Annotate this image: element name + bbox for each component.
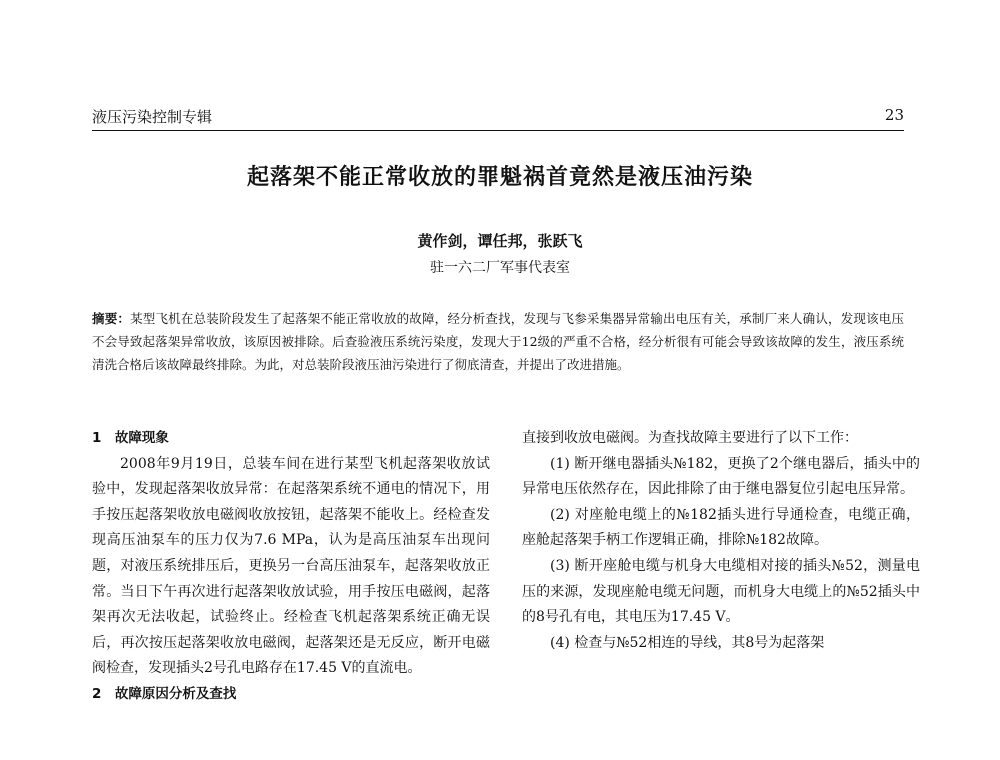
abstract-label: 摘要： xyxy=(92,311,131,326)
article-title: 起落架不能正常收放的罪魁祸首竟然是液压油污染 xyxy=(246,165,753,190)
right-column xyxy=(522,426,920,656)
section-2-heading: 2 故障原因分析及查找 xyxy=(92,685,237,702)
authors: 黄作剑，谭任邦，张跃飞 xyxy=(417,232,583,250)
section-1-heading: 1 故障现象 xyxy=(92,430,169,446)
affiliation: 驻一六二厂军事代表室 xyxy=(430,260,570,276)
step-3: (3) 断开座舱电缆与机身大电缆相对接的插头№52，测量电压的来源，发现座舱电缆无问题，而机身大电缆上的№52插头中的8号孔有电，其电压为17.45 V。 xyxy=(522,557,920,626)
right-intro: 直接到收放电磁阀。为查找故障主要进行了以下工作： xyxy=(522,430,858,446)
step-4: (4) 检查与№52相连的导线，其8号为起落架 xyxy=(550,634,825,651)
abstract xyxy=(92,307,904,376)
step-2: (2) 对座舱电缆上的№182插头进行导通检查，电缆正确，座舱起落架手柄工作逻辑正确，排除№182故障。 xyxy=(522,506,920,549)
step-1: (1) 断开继电器插头№182，更换了2个继电器后，插头中的异常电压依然存在，因此排除了由于继电器复位引起电压异常。 xyxy=(522,455,920,498)
running-header xyxy=(92,106,904,131)
abstract-text: 某型飞机在总装阶段发生了起落架不能正常收放的故障，经分析查找，发现与飞参采集器异常输出电压有关，承制厂来人确认，发现该电压不会导致起落架异常收放，该原因被排除。后查验液压系统污染度，发现大于12级的严重不合格，经分析很有可能会导致该故障的发生，液压系统清洗合格后该故障最终排除。为此，对总装阶段液压油污染进行了彻底清查，并提出了改进措施。 xyxy=(92,311,904,372)
section-1-body: 2008年9月19日，总装车间在进行某型飞机起落架收放试验中，发现起落架收放异常：在起落架系统不通电的情况下，用手按压起落架收放电磁阀收放按钮，起落架不能收上。经检查发现高压油泵车的压力仅为7.6 MPa，认为是高压油泵车出现问题，对液压系统排压后，更换另一台高压油泵车，起落架收放正常。当日下午再次进行起落架收放试验，用手按压电磁阀，起落架再次无法收起，试验终止。经检查飞机起落架系统正确无误后，再次按压起落架收放电磁阀，起落架还是无反应，断开电磁阀检查，发现插头2号孔电路存在17.45 V的直流电。 xyxy=(92,455,490,677)
left-column xyxy=(92,426,490,708)
page-number: 23 xyxy=(884,106,904,124)
journal-name: 液压污染控制专辑 xyxy=(92,108,213,126)
